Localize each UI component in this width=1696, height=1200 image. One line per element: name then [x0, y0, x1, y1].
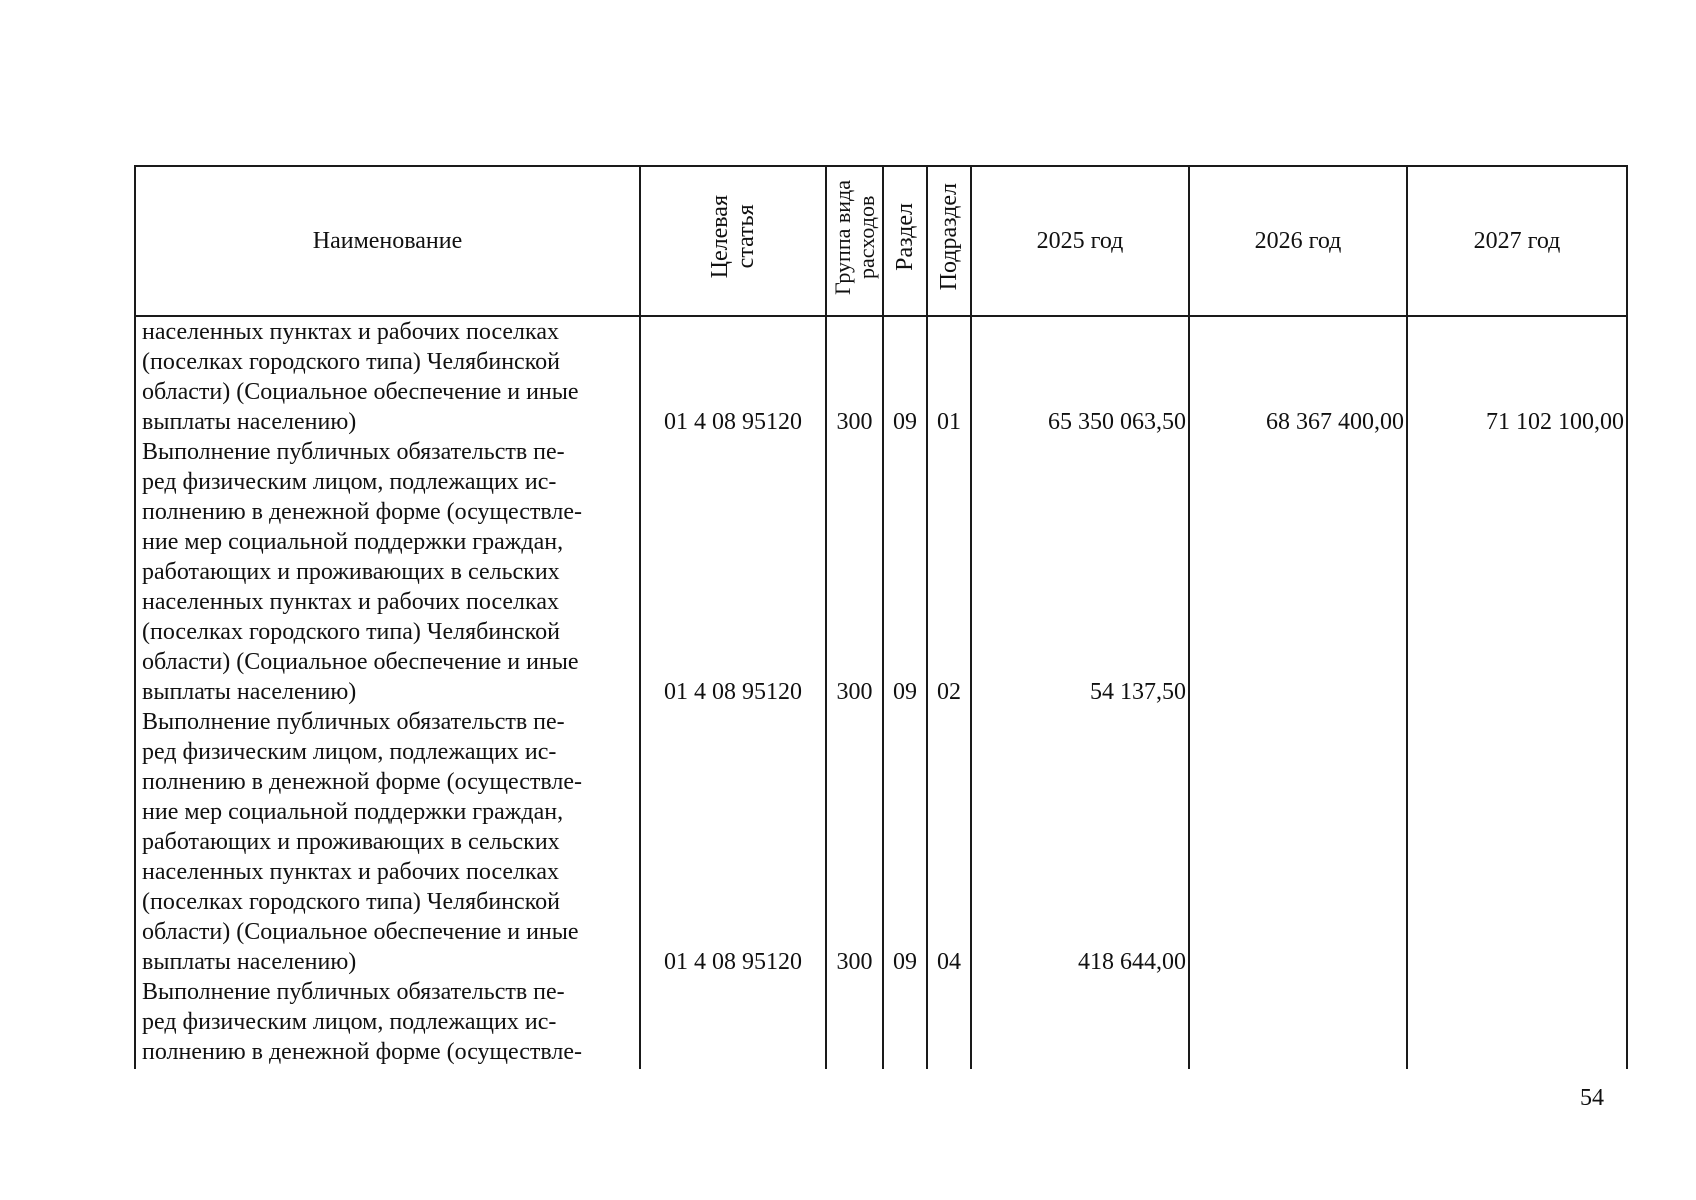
header-subsection [927, 166, 971, 316]
expense-group-column [826, 316, 883, 1069]
row-name-cell [136, 317, 639, 437]
name-line: населенных пунктах и рабочих поселках [142, 859, 559, 885]
row-name-cell [136, 707, 639, 977]
budget-table [134, 165, 1628, 1069]
name-line: ред физическим лицом, подлежащих ис- [142, 469, 557, 495]
header-year-2026-label: 2026 год [1254, 228, 1342, 254]
header-expense-group-label: Группа вида расходов [829, 179, 879, 295]
section-cell [884, 437, 926, 707]
section-cell [884, 707, 926, 977]
name-line: области) (Социальное обеспечение и иные [142, 919, 579, 945]
subsection-cell-text: 01 [937, 409, 961, 435]
name-line: (поселках городского типа) Челябинской [142, 349, 560, 375]
section-cell-text: 09 [893, 949, 917, 975]
expense-group-cell-text: 300 [836, 409, 873, 435]
name-line: населенных пунктах и рабочих поселках [142, 589, 559, 615]
year-2026-cell [1190, 317, 1406, 437]
header-expense-group [826, 166, 883, 316]
year-2027-cell-text: 71 102 100,00 [1486, 409, 1624, 435]
year-2025-cell [972, 437, 1188, 707]
name-line: работающих и проживающих в сельских [142, 829, 560, 855]
table-body-row [135, 316, 1627, 1069]
name-line: работающих и проживающих в сельских [142, 559, 560, 585]
name-line: (поселках городского типа) Челябинской [142, 619, 560, 645]
expense-group-cell [827, 707, 882, 977]
year-2025-cell-text: 65 350 063,50 [1048, 409, 1186, 435]
target-article-cell-text: 01 4 08 95120 [664, 679, 802, 705]
year-2025-cell-text: 418 644,00 [1078, 949, 1186, 975]
subsection-cell-text: 02 [937, 679, 961, 705]
name-line: полнению в денежной форме (осуществле- [142, 1039, 583, 1065]
target-article-cell-text: 01 4 08 95120 [664, 949, 802, 975]
header-subsection-label: Подраздел [936, 183, 962, 291]
name-line: Выполнение публичных обязательств пе- [142, 709, 565, 735]
year-2025-cell [972, 707, 1188, 977]
target-article-cell [641, 317, 825, 437]
name-line: Выполнение публичных обязательств пе- [142, 439, 565, 465]
section-cell [884, 317, 926, 437]
target-article-cell [641, 977, 825, 1067]
subsection-cell-text: 04 [937, 949, 961, 975]
name-line: населенных пунктах и рабочих поселках [142, 319, 559, 345]
year-2026-column [1189, 316, 1407, 1069]
page-number: 54 [1580, 1085, 1604, 1111]
section-cell [884, 977, 926, 1067]
name-line: полнению в денежной форме (осуществле- [142, 499, 583, 525]
header-name [135, 166, 640, 316]
year-2025-cell [972, 977, 1188, 1067]
expense-group-cell-text: 300 [836, 679, 873, 705]
expense-group-cell-text: 300 [836, 949, 873, 975]
year-2027-cell [1408, 707, 1626, 977]
name-line: выплаты населению) [142, 949, 357, 975]
year-2025-column [971, 316, 1189, 1069]
header-target-article [640, 166, 826, 316]
subsection-cell [928, 977, 970, 1067]
name-line: ред физическим лицом, подлежащих ис- [142, 1009, 557, 1035]
target-article-cell-text: 01 4 08 95120 [664, 409, 802, 435]
name-line: ние мер социальной поддержки граждан, [142, 529, 564, 555]
expense-group-cell [827, 977, 882, 1067]
year-2027-cell [1408, 977, 1626, 1067]
expense-group-cell [827, 317, 882, 437]
section-column [883, 316, 927, 1069]
target-article-column [640, 316, 826, 1069]
year-2026-cell [1190, 707, 1406, 977]
year-2027-cell [1408, 317, 1626, 437]
section-cell-text: 09 [893, 409, 917, 435]
name-column [135, 316, 640, 1069]
year-2027-column [1407, 316, 1627, 1069]
name-line: Выполнение публичных обязательств пе- [142, 979, 565, 1005]
header-section-label: Раздел [892, 203, 918, 271]
name-line: ред физическим лицом, подлежащих ис- [142, 739, 557, 765]
header-name-label: Наименование [312, 228, 463, 254]
header-year-2027 [1407, 166, 1627, 316]
header-year-2027-label: 2027 год [1473, 228, 1561, 254]
year-2027-cell [1408, 437, 1626, 707]
year-2026-cell [1190, 437, 1406, 707]
subsection-column [927, 316, 971, 1069]
name-line: области) (Социальное обеспечение и иные [142, 379, 579, 405]
name-line: ние мер социальной поддержки граждан, [142, 799, 564, 825]
expense-group-cell [827, 437, 882, 707]
row-name-cell [136, 977, 639, 1067]
subsection-cell [928, 317, 970, 437]
target-article-cell [641, 707, 825, 977]
name-line: области) (Социальное обеспечение и иные [142, 649, 579, 675]
header-year-2025-label: 2025 год [1036, 228, 1124, 254]
name-line: полнению в денежной форме (осуществле- [142, 769, 583, 795]
header-target-article-label: Целевая статья [707, 195, 759, 279]
year-2025-cell-text: 54 137,50 [1090, 679, 1186, 705]
subsection-cell [928, 707, 970, 977]
table-header-row [135, 166, 1627, 316]
subsection-cell [928, 437, 970, 707]
section-cell-text: 09 [893, 679, 917, 705]
name-line: (поселках городского типа) Челябинской [142, 889, 560, 915]
year-2026-cell-text: 68 367 400,00 [1266, 409, 1404, 435]
year-2026-cell [1190, 977, 1406, 1067]
target-article-cell [641, 437, 825, 707]
row-name-cell [136, 437, 639, 707]
header-section [883, 166, 927, 316]
header-year-2026 [1189, 166, 1407, 316]
name-line: выплаты населению) [142, 409, 357, 435]
year-2025-cell [972, 317, 1188, 437]
header-year-2025 [971, 166, 1189, 316]
name-line: выплаты населению) [142, 679, 357, 705]
